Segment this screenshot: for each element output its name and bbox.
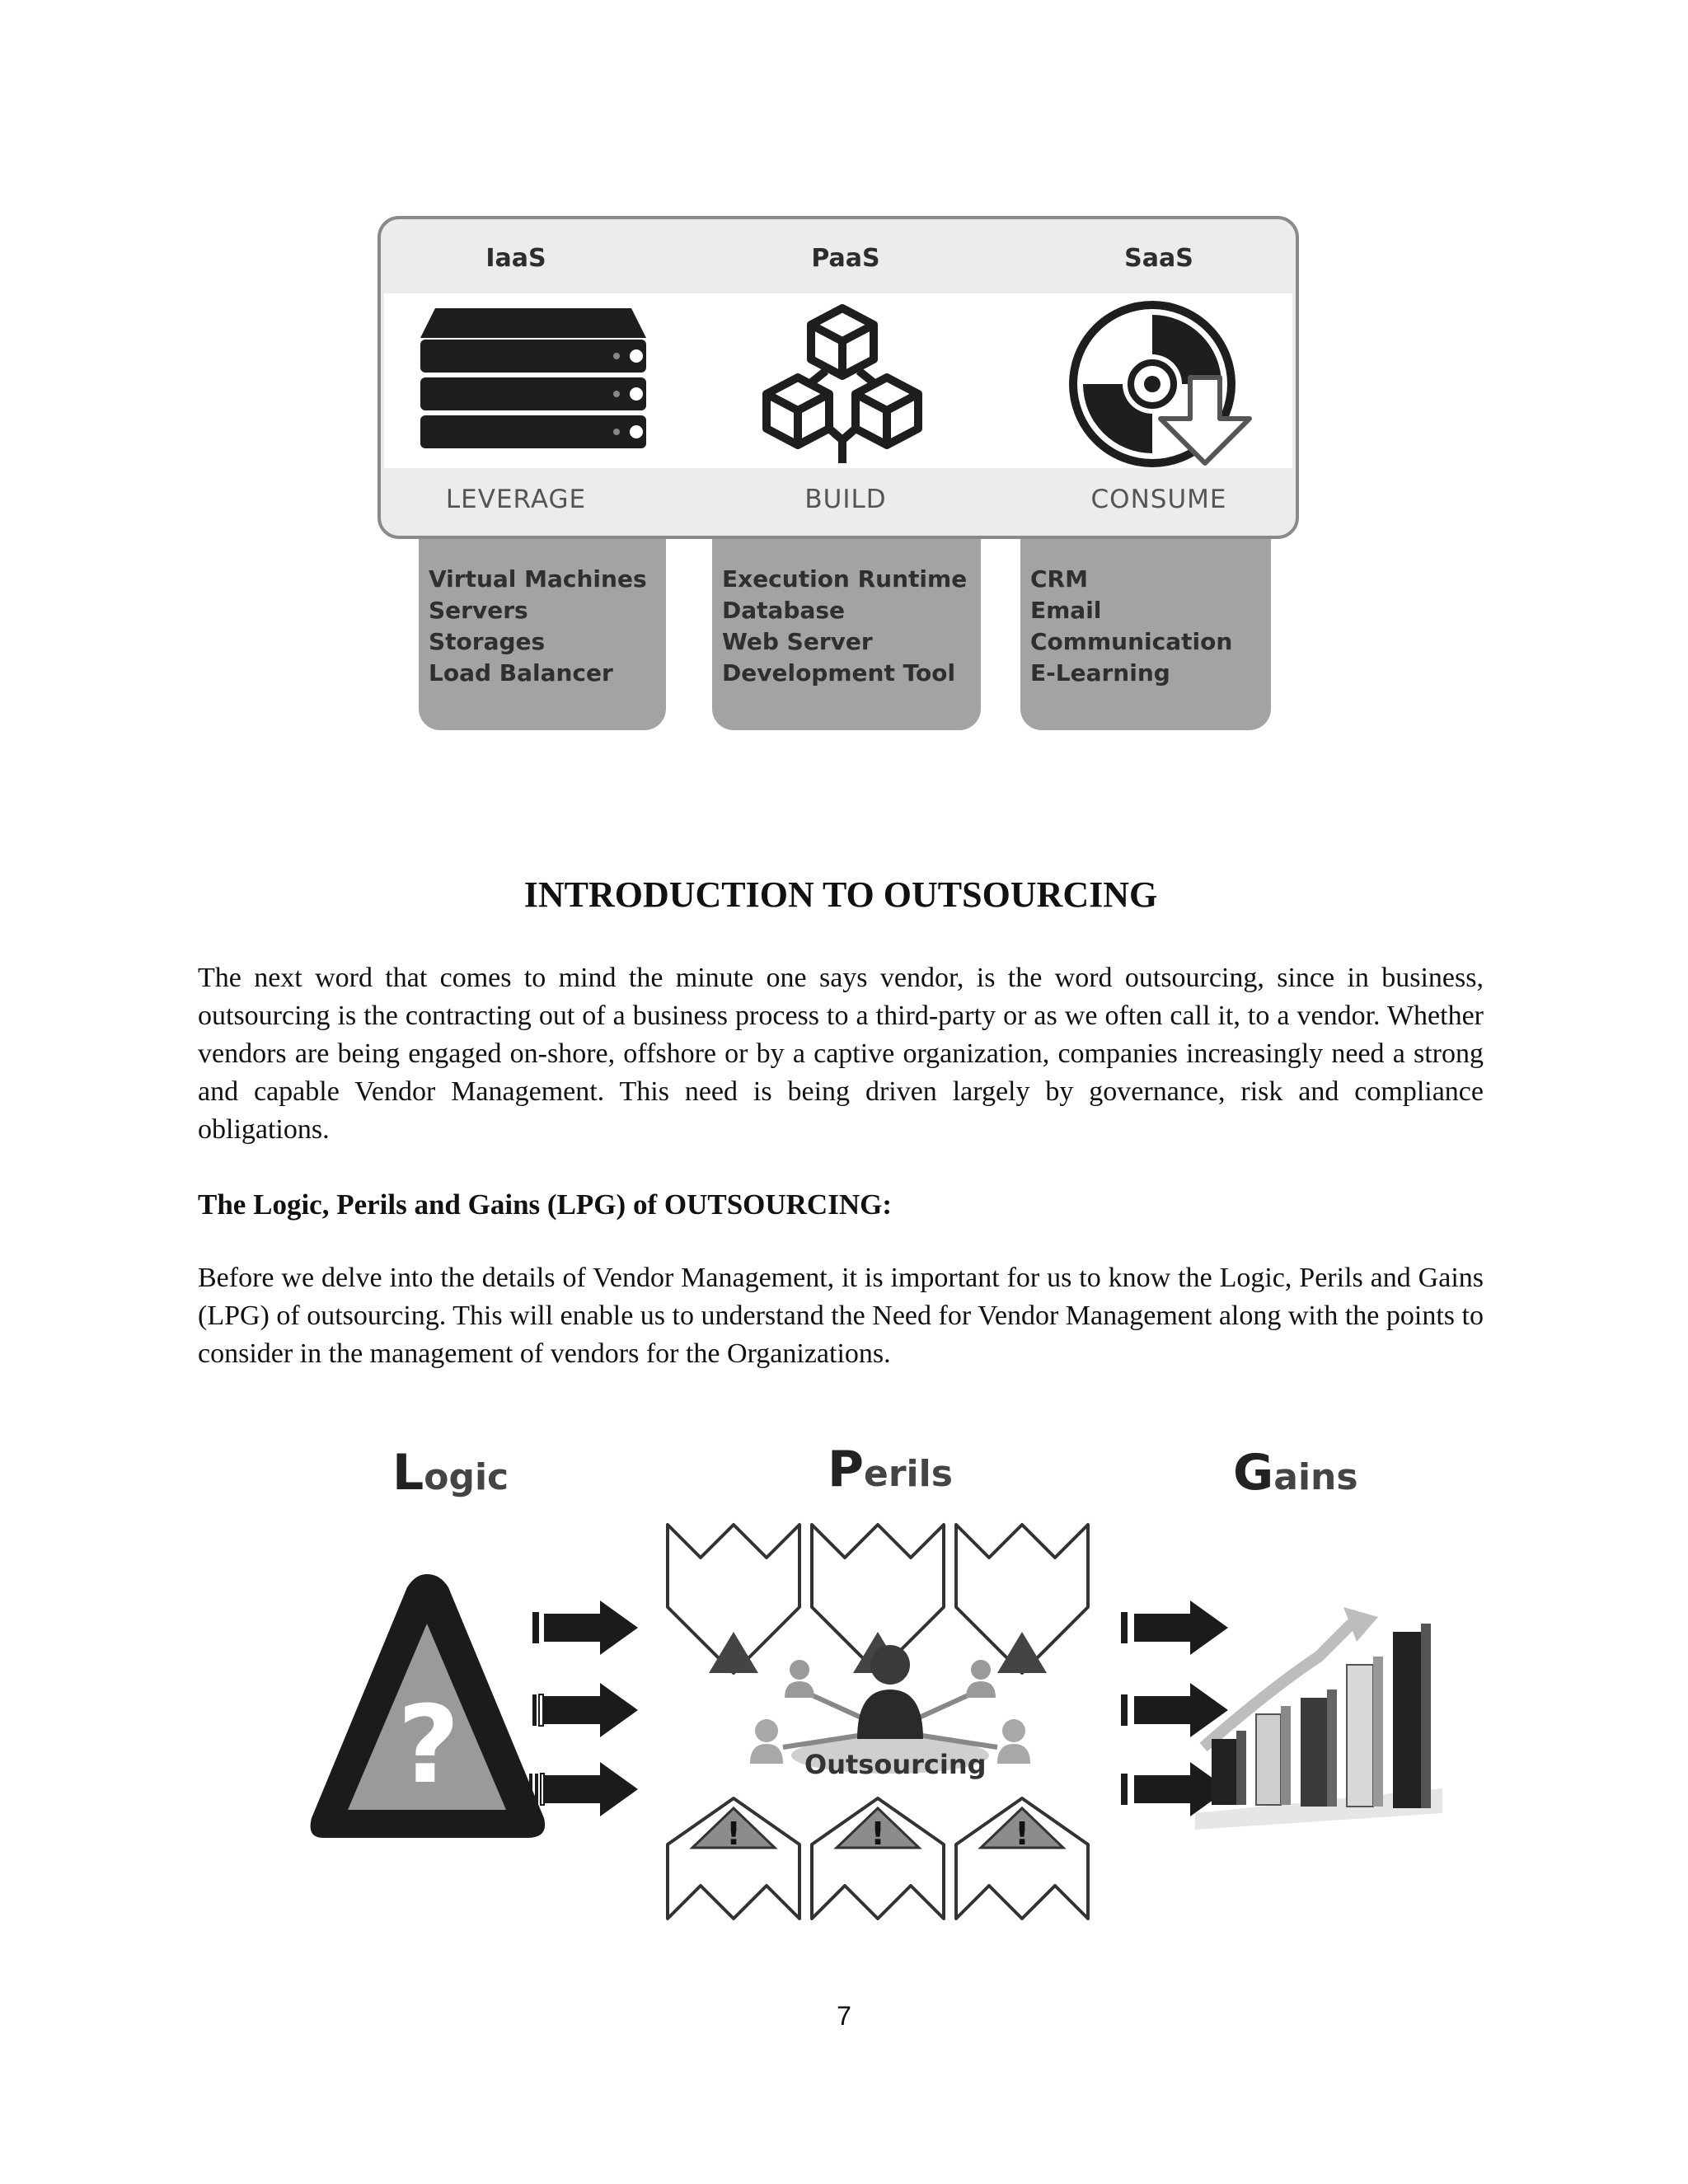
saas-item: E-Learning: [1030, 659, 1170, 687]
server-stack-icon: [419, 308, 649, 457]
iaas-title: IaaS: [485, 244, 546, 273]
lpg-paragraph: Before we delve into the details of Vendor Management, it is important for us to know the Logic, Perils and Gains (LPG) of outsourcing. This will enable us to understand the Need for Vendor Management along with the points to consider in the management of vendors for the Organizations.: [198, 1263, 1484, 1369]
page-number: 7: [837, 2001, 851, 2031]
iaas-verb: LEVERAGE: [445, 485, 587, 514]
cubes-icon: [752, 302, 933, 466]
logic-arrows: [528, 1597, 643, 1820]
saas-item: CRM: [1030, 565, 1088, 593]
outsourcing-label: Outsourcing: [804, 1749, 987, 1780]
svg-text:!: !: [870, 1816, 885, 1852]
section-heading: INTRODUCTION TO OUTSOURCING: [523, 874, 1158, 915]
paas-item: Web Server: [722, 628, 873, 655]
paas-item: Database: [722, 597, 846, 624]
iaas-item: Servers: [429, 597, 528, 624]
saas-verb: CONSUME: [1090, 485, 1227, 514]
iaas-item: Virtual Machines: [429, 565, 647, 593]
saas-item: Email: [1030, 597, 1102, 624]
svg-text:!: !: [1015, 1816, 1029, 1852]
perils-warning-tags-bottom: [659, 1795, 1104, 1927]
intro-paragraph: The next word that comes to mind the minute one says vendor, is the word outsourcing, since in business, outsourcing is the contracting out of a business process to a third-party or as we often call it, to a vendor. Whether vendors are being engaged on-shore, offshore or by a captive organization, companies increasingly need a strong and capable Vendor Management. This need is being driven largely by governance, risk and compliance obligations.: [198, 963, 1484, 1145]
saas-item: Communication: [1030, 628, 1233, 655]
question-triangle-icon: [303, 1566, 551, 1846]
perils-label: Perils: [828, 1441, 953, 1498]
gains-growth-chart-icon: [1187, 1566, 1451, 1830]
saas-feature-panel: [1020, 539, 1271, 730]
paas-item: Development Tool: [722, 659, 956, 687]
paas-title: PaaS: [811, 244, 880, 273]
paas-verb: BUILD: [804, 485, 887, 514]
iaas-item: Load Balancer: [429, 659, 613, 687]
logic-label: Logic: [392, 1444, 509, 1502]
paas-item: Execution Runtime: [722, 565, 968, 593]
lpg-subheading: The Logic, Perils and Gains (LPG) of OUTSOURCING:: [198, 1188, 892, 1221]
svg-text:!: !: [726, 1816, 741, 1852]
gains-label: Gains: [1233, 1444, 1358, 1502]
svg-text:?: ?: [397, 1682, 460, 1807]
software-download-icon: [1067, 298, 1264, 470]
iaas-item: Storages: [429, 628, 546, 655]
saas-title: SaaS: [1124, 244, 1193, 273]
paas-feature-panel: [712, 539, 981, 730]
iaas-feature-panel: [419, 539, 666, 730]
